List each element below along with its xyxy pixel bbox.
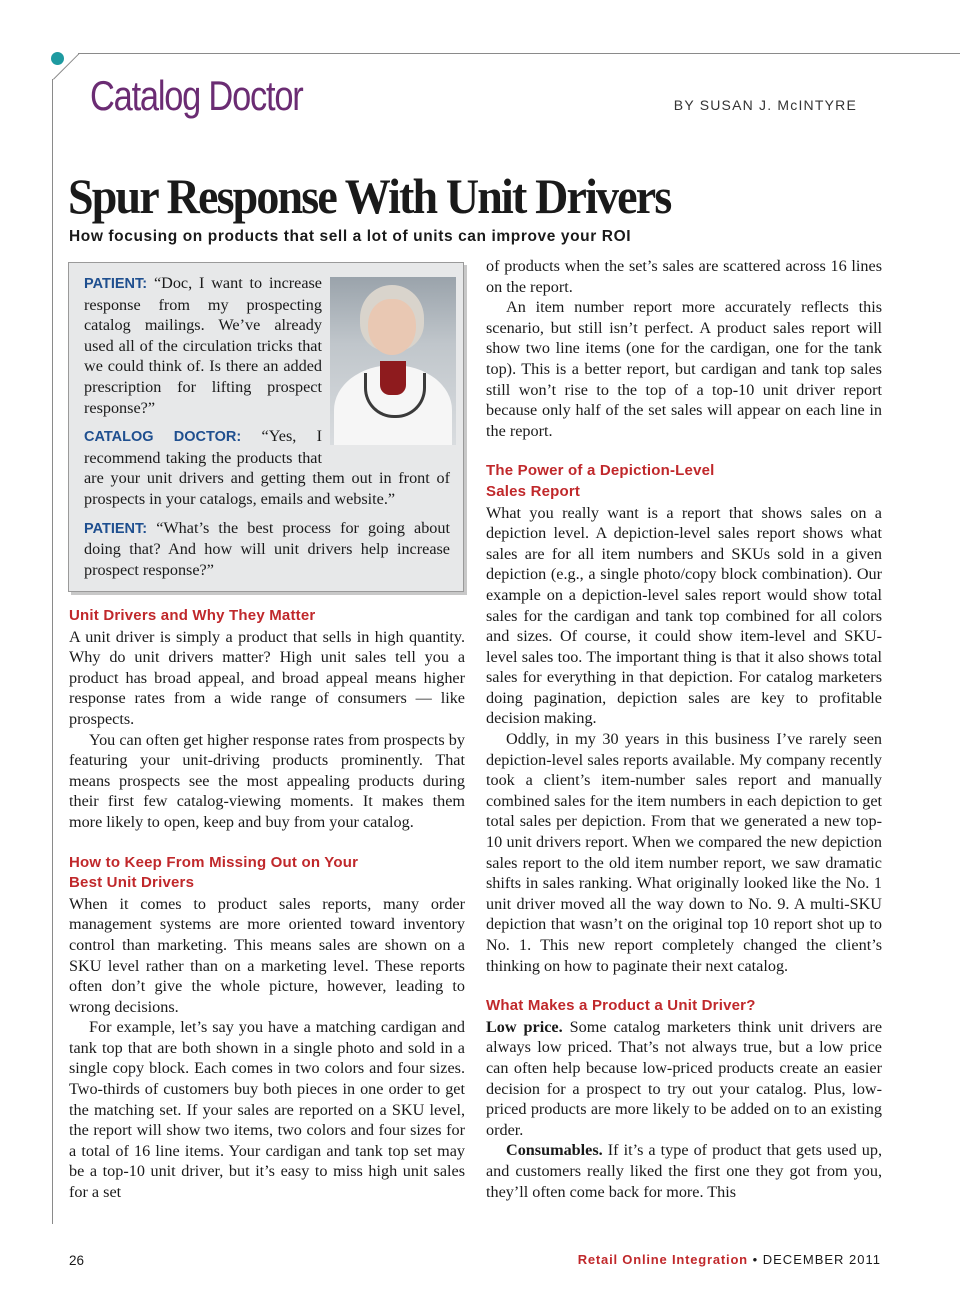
right-column — [486, 256, 882, 1202]
dialogue-line: “Doc, I want to increase response from my prospecting catalog mailings. We’ve already used all of the circulation tricks that we could think of. Is there an added prescription for lifting prospect response?” — [84, 274, 322, 417]
paragraph: A unit driver is simply a product that sells in high quantity. Why do unit drivers matter? High unit sales tell you a product has broad appeal, and broad appeal means higher response rates from a wide range of consumers — like prospects. — [69, 627, 465, 728]
issue-date: DECEMBER 2011 — [762, 1252, 881, 1267]
subheading: The Power of a Depiction-Level — [486, 462, 715, 480]
speaker-label: CATALOG DOCTOR: — [84, 429, 242, 446]
magazine-name: Retail Online Integration — [577, 1252, 748, 1267]
paragraph: Consumables. If it’s a type of product that gets used up, and customers really liked the first one they got from you, they’ll often come back for more. This — [486, 1141, 882, 1201]
left-column — [69, 606, 465, 1203]
lead-in: Low price. — [486, 1017, 563, 1036]
paragraph: When it comes to product sales reports, many order management systems are more oriented toward inventory control than marketing. This means sales are shown on a SKU level rather than on a marketing level. These reports often don’t give the whole picture, however, leading to wrong decisions. — [69, 894, 465, 1016]
paragraph: For example, let’s say you have a matching cardigan and tank top that are both shown in a single photo and sold in a single copy block. Each comes in two colors and four sizes. Two-thirds of customers buy both pieces in one order to get the matching set. If your sales are reported on a SKU level, the report will show two items, two colors and four sizes for a total of 16 line items. Your cardigan and tank top set may be a top-10 unit driver, but it’s easy to miss high unit sales for a set — [69, 1018, 465, 1202]
paragraph: Oddly, in my 30 years in this business I’ve rarely seen depiction-level sales reports available. My company recently took a client’s item-number sales report and manually combined sales for the item numbers in each depiction to get total sales per depiction. From that we generated a new top-10 unit drivers report. When we compared the new depiction sales report to the old item number report, we saw dramatic shifts in sales ranking. What originally looked like the No. 1 unit driver moved all the way down to No. 9. A multi-SKU depiction that wasn’t on the original top 10 report shot up to No. 1. This new report completely changed the client’s thinking on how to paginate their next catalog. — [486, 730, 882, 975]
page-rule-left — [52, 79, 53, 1224]
byline: BY SUSAN J. McINTYRE — [673, 97, 857, 113]
dialogue-line: “What’s the best process for going about doing that? And how will unit drivers help increase prospect response?” — [84, 518, 450, 579]
speaker-label: PATIENT: — [84, 276, 148, 292]
page-number: 26 — [69, 1253, 85, 1268]
accent-dot-icon — [51, 52, 64, 65]
article-subtitle: How focusing on products that sell a lot of units can improve your ROI — [69, 228, 632, 245]
paragraph: What you really want is a report that shows sales on a depiction level. A depiction-level sales report shows what sales are for all item numbers and SKUs sold in a given depiction (e.g., a single photo/copy block combination). Our example on a depiction-level sales report would show total sales for the cardigan and tank top combined for all colors and sizes. Of course, it could show item-level and SKU-level sales too. The important thing is that it also shows total sales for everything in that depiction. For catalog marketers doing pagination, depiction sales are key to profitable decision making. — [486, 503, 882, 728]
paragraph: Low price. Some catalog marketers think unit drivers are always low priced. That’s not always true, but a low price can often help because low-priced products create an easier decision for a prospect to try out your catalog. Plus, low-priced products are more likely to be added on to an existing order. — [486, 1017, 882, 1139]
footer-publication — [578, 1252, 881, 1267]
subheading: Best Unit Drivers — [69, 874, 195, 892]
paragraph: An item number report more accurately reflects this scenario, but still isn’t perfect. A product sales report will show two line items (one for the cardigan, one for the tank top). This is a better report, but cardigan and tank top sales still won’t rise to the top of a top-10 unit driver report because only half of the set sales will appear on each line in the report. — [486, 298, 882, 440]
speaker-label: PATIENT: — [84, 520, 148, 537]
dialogue-text — [84, 273, 450, 588]
paragraph: of products when the set’s sales are scattered across 16 lines on the report. — [486, 257, 882, 296]
dialogue-patient-2 — [84, 518, 450, 581]
section-title: Catalog Doctor — [90, 72, 303, 119]
footer-separator: • — [752, 1252, 759, 1267]
subheading: How to Keep From Missing Out on Your — [69, 853, 359, 871]
header-rule-top — [78, 53, 960, 54]
subheading: Unit Drivers and Why They Matter — [69, 607, 316, 624]
subheading: Sales Report — [486, 482, 581, 500]
paragraph: You can often get higher response rates from prospects by featuring your unit-driving products prominently. That means prospects see the most appealing products during their first few catalog-viewing moments. It makes them more likely to open, keep and buy from your catalog. — [69, 730, 465, 831]
lead-in: Consumables. — [506, 1141, 603, 1160]
doctor-photo-icon — [330, 277, 456, 445]
dialogue-line: “Yes, I recommend taking the products that are your unit drivers and getting them out in front of prospects in your catalogs, emails and website.” — [84, 427, 450, 508]
subheading: What Makes a Product a Unit Driver? — [486, 997, 756, 1015]
dialogue-sidebar — [68, 262, 464, 592]
article-title: Spur Response With Unit Drivers — [68, 168, 671, 224]
